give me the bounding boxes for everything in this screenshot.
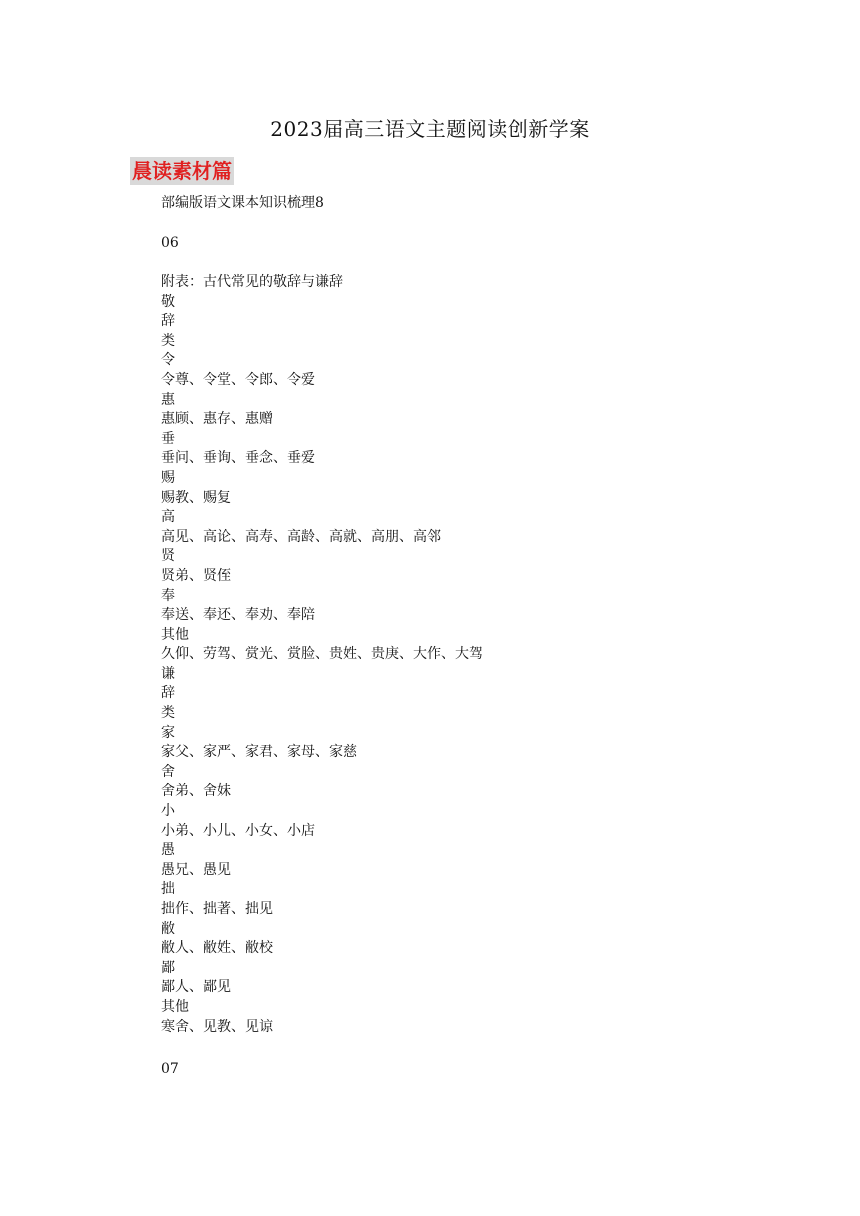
term-examples: 敝人、敝姓、敝校 <box>161 940 273 957</box>
category-char: 类 <box>161 705 175 722</box>
item-number: 06 <box>161 235 179 251</box>
term-key: 拙 <box>161 881 175 898</box>
term-key: 家 <box>161 724 175 741</box>
term-key: 其他 <box>161 626 189 643</box>
term-key: 其他 <box>161 998 189 1015</box>
term-examples: 鄙人、鄙见 <box>161 979 231 996</box>
term-examples: 愚兄、愚见 <box>161 861 231 878</box>
term-examples: 寒舍、见教、见谅 <box>161 1018 273 1035</box>
term-examples: 拙作、拙著、拙见 <box>161 901 273 917</box>
term-key: 赐 <box>161 469 175 486</box>
term-examples: 惠顾、惠存、惠赠 <box>161 411 273 428</box>
category-char: 辞 <box>161 685 175 702</box>
term-key: 舍 <box>161 763 175 780</box>
term-key: 敝 <box>161 920 175 937</box>
term-key: 高 <box>161 509 175 526</box>
term-examples: 家父、家严、家君、家母、家慈 <box>161 744 357 761</box>
term-key: 愚 <box>161 842 175 859</box>
term-examples: 垂问、垂询、垂念、垂爱 <box>161 450 315 467</box>
term-examples: 赐教、赐复 <box>161 489 231 506</box>
term-examples: 奉送、奉还、奉劝、奉陪 <box>161 607 315 624</box>
term-examples: 小弟、小儿、小女、小店 <box>161 822 315 839</box>
term-key: 垂 <box>161 430 175 447</box>
section-heading: 晨读素材篇 <box>132 159 232 183</box>
term-examples: 令尊、令堂、令郎、令爱 <box>161 371 315 388</box>
term-examples: 贤弟、贤侄 <box>161 567 231 584</box>
term-key: 小 <box>161 803 175 820</box>
term-examples: 舍弟、舍妹 <box>161 783 231 800</box>
item-number: 07 <box>161 1061 179 1077</box>
term-examples: 久仰、劳驾、赏光、赏脸、贵姓、贵庚、大作、大驾 <box>161 646 483 663</box>
term-key: 惠 <box>161 391 175 408</box>
term-examples: 高见、高论、高寿、高龄、高就、高朋、高邻 <box>161 528 441 545</box>
table-caption: 附表：古代常见的敬辞与谦辞 <box>161 274 343 290</box>
category-char: 类 <box>161 332 175 349</box>
table-content <box>161 273 483 1037</box>
category-char: 敬 <box>161 293 175 310</box>
term-key: 奉 <box>161 587 175 604</box>
category-char: 谦 <box>161 665 175 682</box>
term-key: 贤 <box>161 548 175 565</box>
document-title: 2023届高三语文主题阅读创新学案 <box>270 117 590 141</box>
term-key: 鄙 <box>161 959 175 976</box>
term-key: 令 <box>161 352 175 369</box>
subtitle: 部编版语文课本知识梳理8 <box>161 195 324 211</box>
category-char: 辞 <box>161 313 175 330</box>
